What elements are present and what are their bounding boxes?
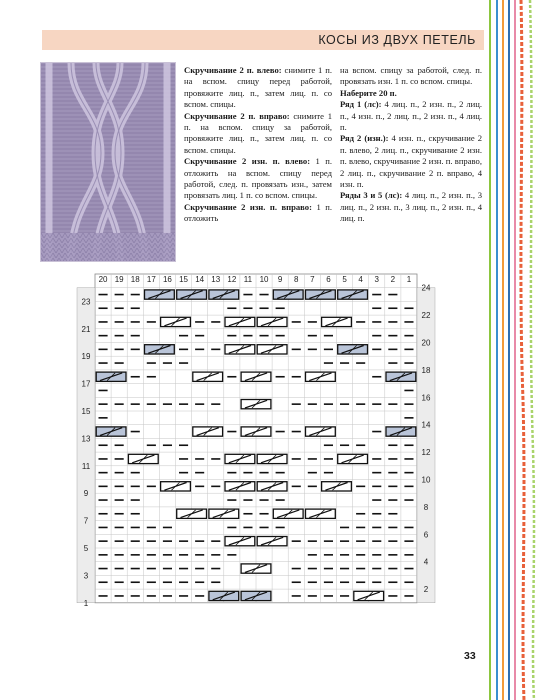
row-instruction (340, 133, 482, 190)
instruction-paragraph (184, 202, 332, 225)
instruction-term: Скручивание 2 изн. п. влево: (184, 156, 311, 167)
right-row-number: 20 (421, 338, 431, 348)
column-number: 18 (130, 275, 140, 284)
right-row-number: 18 (421, 365, 431, 375)
left-row-number: 15 (81, 407, 91, 416)
right-row-number: 16 (421, 393, 431, 403)
column-number: 14 (195, 275, 205, 284)
instructions-column-left (184, 65, 332, 225)
row-text: 4 лиц. п., 2 изн. п., 3 лиц. п., 2 изн. п., 3 лиц. п., 2 изн. п., 4 лиц. п. (340, 190, 482, 224)
knitting-chart (77, 270, 431, 630)
instruction-text: снимите 1 п. на вспом. спицу перед работой, провяжите лиц. п., затем лиц. п. со вспом. спицы. (184, 65, 332, 110)
column-number: 3 (374, 275, 379, 284)
column-number: 1 (406, 275, 412, 284)
right-row-number: 24 (421, 283, 431, 293)
right-row-number: 2 (423, 585, 429, 595)
row-term: Ряд 1 (лс): (340, 99, 382, 110)
left-row-number-bar (77, 288, 95, 603)
column-number: 19 (114, 275, 124, 284)
column-number: 12 (227, 275, 237, 284)
instruction-term: Скручивание 2 изн. п. вправо: (184, 201, 312, 212)
left-row-number: 1 (83, 598, 89, 608)
stripe-lightgreen-rope (530, 0, 534, 700)
left-row-number: 3 (83, 571, 89, 581)
instruction-continuation: на вспом. спицу за работой, след. п. провязать изн. 1 п. со вспом. спицы. (340, 65, 482, 87)
instruction-text: 1 п. отложить на вспом. спицу перед работой, след. п. провязать изн., затем провязать лиц. 1 п. со вспом. спицы. (184, 156, 332, 201)
row-term: Ряды 3 и 5 (лс): (340, 190, 403, 201)
instruction-text: снимите 1 п. на вспом. спицу за работой, провяжите лиц. п., затем лиц. п. со вспом. спицы. (184, 110, 333, 155)
instruction-paragraph (184, 65, 332, 111)
instruction-paragraph (184, 156, 332, 202)
column-number: 7 (310, 275, 315, 284)
left-row-number: 19 (81, 352, 91, 362)
instruction-text: 1 п. отложить (184, 201, 333, 224)
left-row-number: 9 (83, 489, 89, 499)
column-number: 10 (259, 275, 269, 284)
column-number: 13 (211, 275, 221, 284)
column-number: 15 (179, 275, 189, 284)
column-number: 6 (326, 275, 331, 284)
instruction-term: Скручивание 2 п. вправо: (184, 110, 290, 121)
left-row-number: 23 (81, 297, 91, 307)
row-term: Ряд 2 (изн.): (340, 133, 389, 144)
left-row-number: 7 (83, 516, 89, 526)
right-row-number: 12 (421, 448, 431, 458)
row-instruction (340, 99, 482, 133)
right-row-number: 22 (421, 311, 431, 321)
column-number: 11 (243, 275, 253, 284)
column-number: 4 (358, 275, 363, 284)
left-row-number: 11 (81, 461, 91, 471)
right-row-number-bar (417, 288, 435, 603)
cast-on-heading (340, 88, 482, 99)
left-row-number: 5 (83, 544, 89, 553)
column-number: 16 (162, 275, 172, 284)
column-number: 5 (342, 275, 347, 284)
right-row-number: 6 (423, 530, 429, 540)
cast-on-text: Наберите 20 п. (340, 87, 397, 98)
instruction-paragraph (184, 111, 332, 157)
instructions-column-right (340, 65, 482, 225)
row-text: 4 изн. п., скручивание 2 п. влево, 2 лиц. п., скручивание 2 изн. п. влево, скручивание 2 изн. п. вправо, 2 лиц. п., скручивание 2 п. вправо, 4 изн. п. (340, 133, 482, 190)
row-text: 4 лиц. п., 2 изн. п., 2 лиц. п., 4 изн. п., 2 лиц. п., 2 изн. п., 4 лиц. п. (340, 99, 482, 133)
left-row-number: 17 (81, 379, 91, 389)
right-row-number: 10 (421, 475, 431, 485)
column-number: 9 (277, 275, 283, 284)
stripe-red-rope (521, 0, 524, 700)
row-instruction (340, 190, 482, 224)
column-number: 20 (98, 275, 108, 284)
right-row-number: 14 (421, 420, 431, 430)
left-row-number: 13 (81, 434, 91, 444)
page-number: 33 (464, 650, 476, 662)
column-number: 8 (294, 275, 299, 284)
column-number: 17 (146, 275, 156, 284)
knitting-sample-photo (40, 62, 176, 262)
right-row-number: 8 (423, 502, 429, 512)
right-row-number: 4 (423, 557, 429, 567)
left-row-number: 21 (81, 324, 91, 334)
column-number: 2 (390, 275, 396, 284)
page-title: КОСЫ ИЗ ДВУХ ПЕТЕЛЬ (318, 33, 476, 47)
decorative-stripes (488, 0, 538, 700)
knit-texture (41, 63, 175, 261)
instruction-term: Скручивание 2 п. влево: (184, 65, 282, 75)
